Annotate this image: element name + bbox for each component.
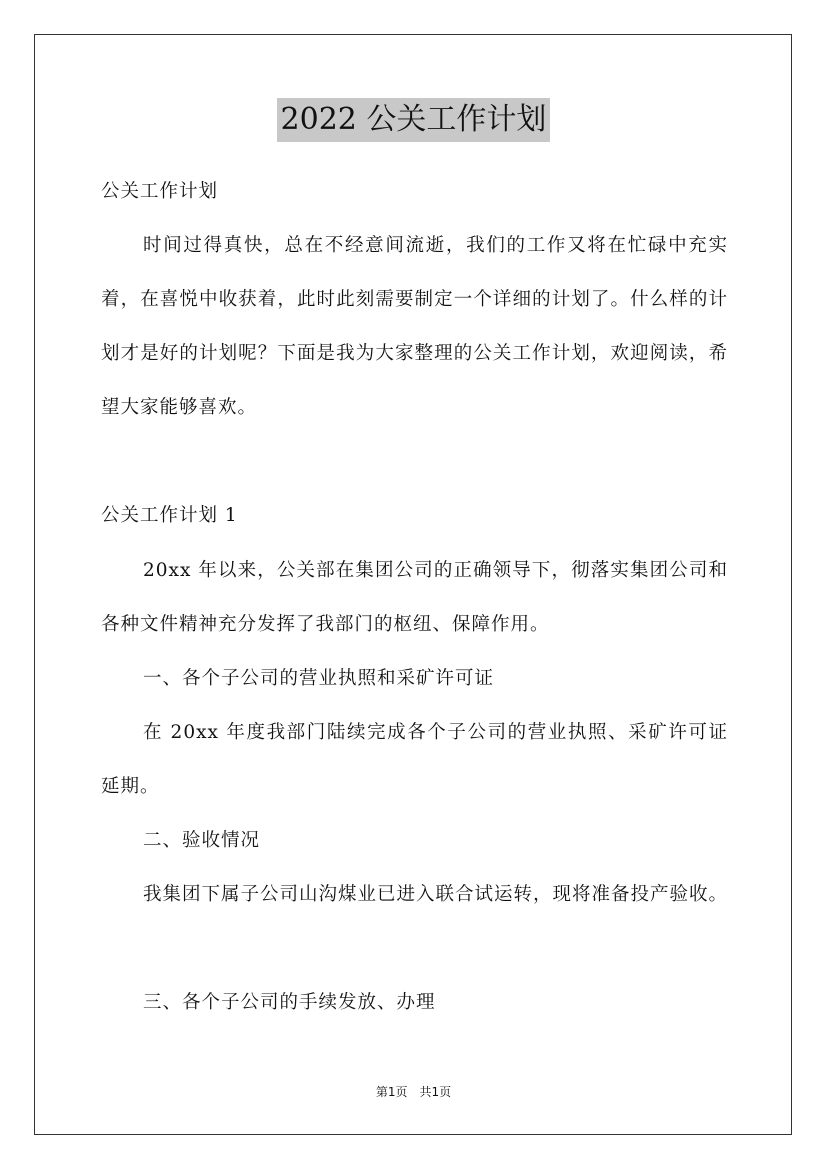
document-title: 2022 公关工作计划 — [277, 98, 551, 142]
title-container — [0, 98, 827, 142]
section-heading: 公关工作计划 — [101, 181, 219, 202]
subheading-acceptance: 二、验收情况 — [143, 830, 261, 851]
subheading-licenses: 一、各个子公司的营业执照和采矿许可证 — [143, 668, 495, 689]
section-heading-1: 公关工作计划 1 — [101, 505, 238, 526]
page-footer: 第1页 共1页 — [375, 1085, 452, 1099]
paragraph-summary: 20xx 年以来，公关部在集团公司的正确领导下，彻落实集团公司和各种文件精神充分发挥了我部门的枢纽、保障作用。 — [101, 560, 728, 635]
paragraph-acceptance: 我集团下属子公司山沟煤业已进入联合试运转，现将准备投产验收。 — [143, 884, 729, 905]
subheading-procedures: 三、各个子公司的手续发放、办理 — [143, 992, 436, 1013]
paragraph-licenses: 在 20xx 年度我部门陆续完成各个子公司的营业执照、采矿许可证延期。 — [101, 722, 728, 797]
intro-paragraph: 时间过得真快，总在不经意间流逝，我们的工作又将在忙碌中充实着，在喜悦中收获着，此时此刻需要制定一个详细的计划了。什么样的计划才是好的计划呢？下面是我为大家整理的公关工作计划，欢迎阅读，希望大家能够喜欢。 — [101, 235, 728, 418]
